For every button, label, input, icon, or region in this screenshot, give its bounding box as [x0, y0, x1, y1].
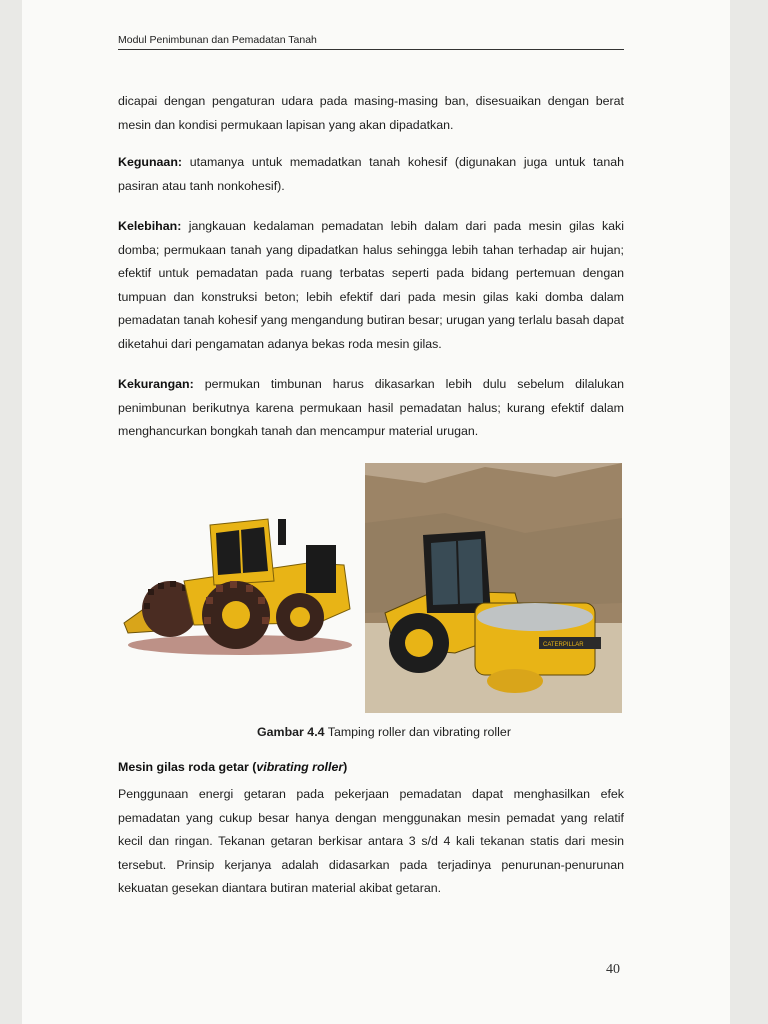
- section-title-italic: vibrating roller: [256, 760, 344, 774]
- section-title: [118, 760, 347, 774]
- figure-caption: [0, 725, 768, 739]
- paragraph-continuation: dicapai dengan pengaturan udara pada masing-masing ban, disesuaikan dengan berat mesin dan kondisi permukaan lapisan yang akan dipadatkan.: [118, 94, 624, 132]
- paragraph-kekurangan: [118, 373, 624, 444]
- tamping-roller-photo: [118, 505, 360, 663]
- kegunaan-label: Kegunaan:: [118, 155, 183, 169]
- paragraph-kelebihan: [118, 215, 624, 357]
- kekurangan-text: permukan timbunan harus dikasarkan lebih dulu sebelum dilalukan penimbunan berikutnya karena permukaan hasil pemadatan halus; kurang efektif dalam menghancurkan bongkah tanah dan mencampur material urugan.: [118, 377, 624, 439]
- page-number: 40: [606, 962, 620, 977]
- caterpillar-logo: CATERPILLAR: [543, 642, 584, 648]
- kelebihan-text: jangkauan kedalaman pemadatan lebih dalam dari pada mesin gilas kaki domba; permukaan tanah yang dipadatkan halus sehingga lebih tahan terhadap air hujan; efektif untuk pemadatan pada ruang terbatas seperti pada bidang pertemuan dengan tumpuan dan konstruksi beton; lebih efektif dari pada mesin gilas kaki domba dalam pemadatan tanah kohesif yang mengandung butiran besar; urugan yang terlalu basah dapat diketahui dari pengamatan adanya bekas roda mesin gilas.: [118, 219, 624, 351]
- paragraph-vibrating-roller: Penggunaan energi getaran pada pekerjaan pemadatan dapat menghasilkan efek pemadatan yang cukup besar hanya dengan menggunakan mesin pemadat yang relatif kecil dan ringan. Tekanan getaran berkisar antara 3 s/d 4 kali tekanan statis dari mesin tersebut. Prinsip kerjanya adalah didasarkan pada terjadinya penurunan-penurunan kekuatan gesekan diantara butiran material akibat getaran.: [118, 787, 624, 896]
- kelebihan-label: Kelebihan:: [118, 219, 182, 233]
- figure-caption-text: Tamping roller dan vibrating roller: [324, 725, 511, 739]
- paragraph-kegunaan: [118, 151, 624, 198]
- vibrating-roller-photo: [365, 463, 622, 713]
- running-header: Modul Penimbunan dan Pemadatan Tanah: [118, 34, 317, 46]
- kekurangan-label: Kekurangan:: [118, 377, 194, 391]
- section-title-plain: Mesin gilas roda getar (: [118, 760, 257, 774]
- header-rule: [118, 49, 624, 50]
- figure-label: Gambar 4.4: [257, 725, 325, 739]
- section-title-close: ): [343, 760, 348, 774]
- kegunaan-text: utamanya untuk memadatkan tanah kohesif (digunakan juga untuk tanah pasiran atau tanh nonkohesif).: [118, 155, 624, 193]
